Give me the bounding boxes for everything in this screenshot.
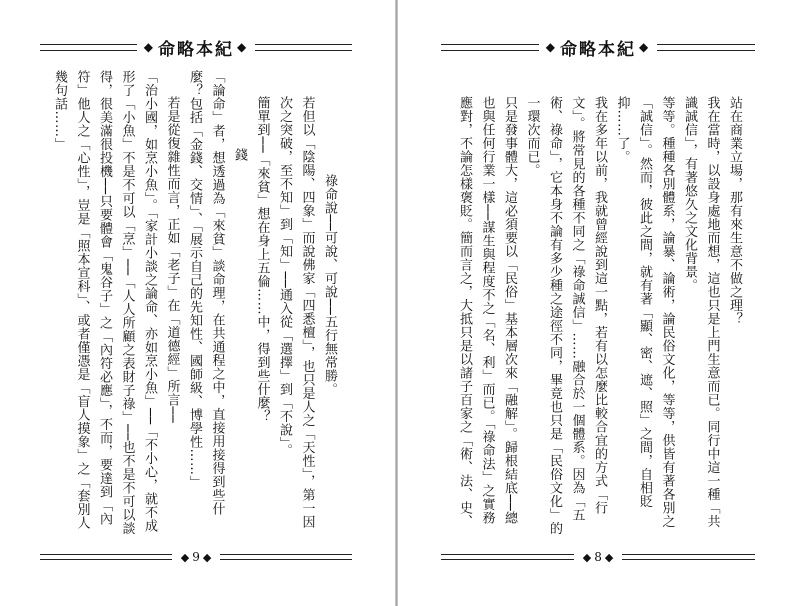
paragraph: 等等。種種各別體系，論暴、論術，論民俗文化，等等，供皆有著各別之「誠信」。然而，彼此之間，就有著「顯、密、遮、照」之間，自相貶抑……了。 <box>614 96 675 528</box>
left-header <box>40 34 352 60</box>
left-footer <box>40 548 352 566</box>
right-header <box>441 34 755 60</box>
footer-rule <box>622 554 755 560</box>
header-rule <box>255 44 352 51</box>
paragraph: 站在商業立場，那有來生意不做之理？ <box>727 96 742 326</box>
paragraph: 「論命」者，想透過為「來貧」談命理，在共通程之中，直接用接得到些什麼？包括「金錢、交情」、「展示自己的先知性、國師級、博學性……」 <box>187 70 225 516</box>
paragraph: 簡單到──「來貧」想在身上五倫……中，得到些什麼？ <box>254 96 270 424</box>
paragraph: 我在當時，以設身處地而想，這也只是上門生意而已。同行中這一種「共識誠信」，有著悠久之文化背景。 <box>682 96 720 528</box>
header-rule <box>441 44 539 51</box>
left-page <box>0 0 396 606</box>
running-title <box>137 35 255 60</box>
page-number-text: 8 <box>594 550 602 564</box>
paragraph: 只是發事體大，這必須要以「民俗」基本層次來「融解」。歸根結底──總也與任何行業一樣──謀生與程度不之「名、利」而已。「祿命法」之實務應對，不論怎樣褒貶。簡而言之，大抵只是以諸子百家之「術、法、史、 <box>457 96 517 528</box>
paragraph: 「治小國，如烹小魚」。「家計小談之論命、亦如烹小魚」──「不小心，就不成形了「小魚」不是不可以「烹」──「人人所顧之表財子祿」──也不是不可以談得，很美滿很投機──只要體會「鬼谷子」之「內符必應」，不而，要達到「內符」他人之「心性」，豈是「照本宣科」、或者僅憑是「盲人摸象」之「套別人幾句話……」 <box>52 70 157 536</box>
paragraph: 祿命說──可說、可說──五行無常勝。 <box>322 174 337 397</box>
running-title-text: 命略本紀 <box>560 39 636 60</box>
paragraph: 錢 <box>232 148 247 162</box>
header-rule <box>657 44 755 51</box>
right-page <box>397 0 793 606</box>
right-body-text <box>451 70 745 538</box>
diamond-ornament-icon: ◆ <box>639 40 651 54</box>
page-number <box>574 550 623 564</box>
page-number-text: 9 <box>192 550 200 564</box>
diamond-ornament-icon: ◆ <box>202 550 212 564</box>
footer-rule <box>441 554 574 560</box>
running-title-text: 命略本紀 <box>158 39 234 60</box>
diamond-ornament-icon: ◆ <box>582 550 592 564</box>
diamond-ornament-icon: ◆ <box>143 40 155 54</box>
page-number <box>172 550 221 564</box>
footer-rule <box>40 554 172 560</box>
diamond-ornament-icon: ◆ <box>545 40 557 54</box>
paragraph: 若是從復雜性而言，正如「老子」在「道德經」所言── <box>164 96 180 424</box>
running-title <box>539 35 657 60</box>
diamond-ornament-icon: ◆ <box>604 550 614 564</box>
diamond-ornament-icon: ◆ <box>180 550 190 564</box>
left-body-text <box>48 70 340 538</box>
paragraph: 若但以「陰陽、四象」而說佛家「四悉檀」，也只是人之「天性」，第一因次之突破，至不知」到「知」──通入從「選擇」到「不說」。 <box>277 96 315 529</box>
paragraph: 我在多年以前，我就曾經說到這一點，若有以怎麼比較合宜的方式「行文」。將常見的各種不同之「祿命誠信」……融合於一個體系。因為「五術、祿命」，它本身不論有多少種之途徑不同，畢竟也只是「民俗文化」的一環次而已。 <box>524 96 607 535</box>
footer-rule <box>220 554 352 560</box>
right-footer <box>441 548 755 566</box>
diamond-ornament-icon: ◆ <box>237 40 249 54</box>
header-rule <box>40 44 137 51</box>
